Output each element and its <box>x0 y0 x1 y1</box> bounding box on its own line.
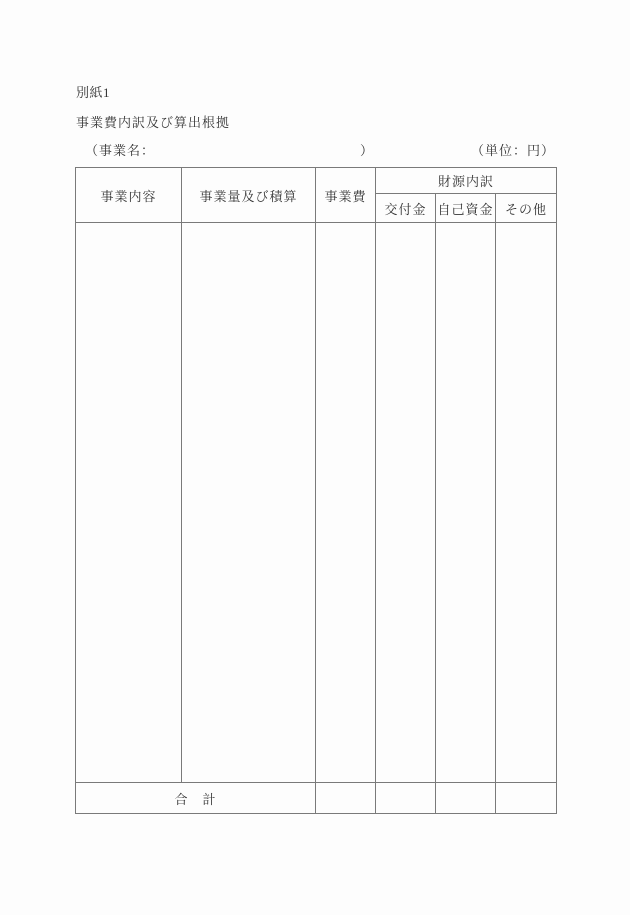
body-cell-grant <box>376 223 436 783</box>
body-cell-business-content <box>76 223 182 783</box>
expense-breakdown-table <box>75 167 557 814</box>
page-title: 事業費内訳及び算出根拠 <box>76 115 231 130</box>
header-row-top <box>76 168 557 194</box>
body-cell-other <box>496 223 557 783</box>
total-other <box>496 783 557 814</box>
unit-label: （単位：円） <box>471 143 556 158</box>
total-grant <box>376 783 436 814</box>
project-name-close-paren: ） <box>360 143 375 158</box>
body-cell-own-funds <box>436 223 496 783</box>
header-grant: 交付金 <box>376 194 436 223</box>
total-project-cost <box>316 783 376 814</box>
project-name-label: （事業名： <box>85 143 156 158</box>
project-name-line <box>85 140 375 159</box>
header-project-cost: 事業費 <box>316 168 376 223</box>
total-own-funds <box>436 783 496 814</box>
header-own-funds: 自己資金 <box>436 194 496 223</box>
header-business-content: 事業内容 <box>76 168 182 223</box>
header-other: その他 <box>496 194 557 223</box>
total-row <box>76 783 557 814</box>
table-body-row <box>76 223 557 783</box>
body-cell-project-cost <box>316 223 376 783</box>
header-funding-breakdown: 財源内訳 <box>376 168 557 194</box>
header-volume-and-estimate: 事業量及び積算 <box>182 168 316 223</box>
body-cell-volume-and-estimate <box>182 223 316 783</box>
attachment-label: 別紙1 <box>76 85 111 100</box>
total-label: 合 計 <box>76 783 316 814</box>
